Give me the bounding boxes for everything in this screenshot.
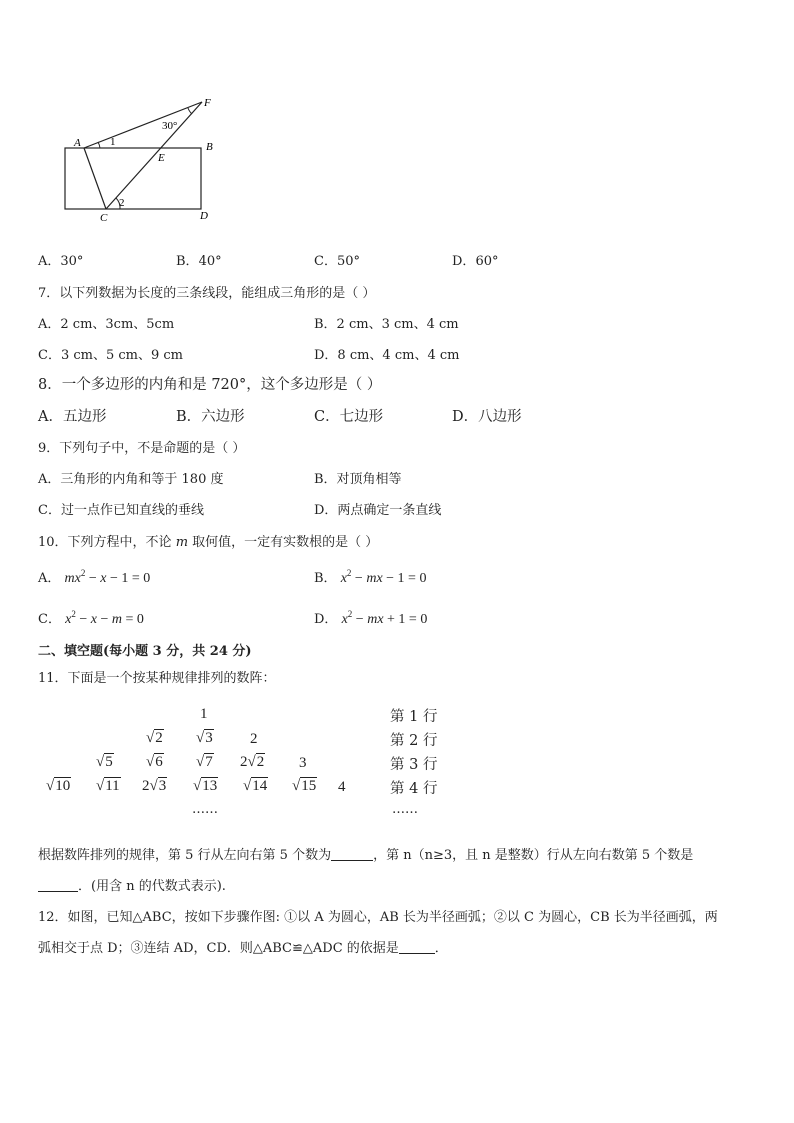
- q7-option-c[interactable]: C．3 cm、5 cm、9 cm: [38, 348, 183, 363]
- array-r3-c2: √6: [146, 754, 163, 770]
- q10-stem: 10．下列方程中，不论 m 取何值，一定有实数根的是（ ）: [38, 535, 379, 550]
- q9-option-d[interactable]: D．两点确定一条直线: [314, 503, 442, 518]
- q10-option-b[interactable]: B． $x^2$ − mx − 1 = 0: [314, 568, 427, 586]
- segment-af: [84, 102, 202, 148]
- geometry-figure: [40, 88, 240, 228]
- row-label-2: 第 2 行: [390, 733, 438, 749]
- array-r4-c1: √10: [46, 778, 71, 794]
- array-r1-c1: 1: [200, 706, 208, 722]
- array-r3-c3: √7: [196, 754, 213, 770]
- label-c: C: [100, 212, 108, 224]
- array-r2-c1: √2: [146, 730, 163, 746]
- array-r4-c4: √13: [193, 778, 218, 794]
- q10-option-c[interactable]: C． $x^2 - x - m = 0$: [38, 609, 144, 627]
- q6-option-a[interactable]: A．30°: [38, 254, 84, 269]
- q6-option-d[interactable]: D．60°: [452, 254, 499, 269]
- q11-text-line2: ．(用含 n 的代数式表示).: [38, 875, 226, 894]
- q7-option-b[interactable]: B．2 cm、3 cm、4 cm: [314, 317, 459, 332]
- label-b: B: [206, 141, 213, 153]
- q7-stem: 7．以下列数据为长度的三条线段，能组成三角形的是（ ）: [38, 286, 376, 301]
- equation-d: $x^2$ − mx + 1 = 0: [341, 609, 428, 627]
- row-label-3: 第 3 行: [390, 757, 438, 773]
- q8-option-b[interactable]: B．六边形: [176, 409, 245, 425]
- row-label-ellipsis: ……: [392, 802, 418, 817]
- angle-f-arc: [188, 108, 192, 114]
- equation-b: $x^2$ − mx − 1 = 0: [340, 568, 427, 586]
- answer-blank-3[interactable]: [399, 940, 435, 954]
- label-angle-2: 2: [119, 197, 125, 209]
- q6-option-c[interactable]: C．50°: [314, 254, 360, 269]
- row-label-1: 第 1 行: [390, 709, 438, 725]
- answer-blank-1[interactable]: [331, 847, 373, 861]
- q9-option-a[interactable]: A．三角形的内角和等于 180 度: [38, 472, 224, 487]
- q12-line2: 弧相交于点 D；③连结 AD，CD．则△ABC≌△ADC 的依据是 ．: [38, 941, 448, 956]
- equation-a: $mx^2 - x - 1 = 0$: [64, 568, 151, 586]
- array-ellipsis: ……: [192, 802, 218, 817]
- array-r3-c4: 2√2: [240, 754, 265, 770]
- label-d: D: [200, 210, 208, 222]
- q8-option-a[interactable]: A．五边形: [38, 409, 107, 425]
- q6-option-b[interactable]: B．40°: [176, 254, 222, 269]
- q9-option-c[interactable]: C．过一点作已知直线的垂线: [38, 503, 204, 518]
- q11-text-line1: 根据数阵排列的规律，第 5 行从左向右第 5 个数为 ，第 n（n≥3，且 n 是整数）行从左向右数第 5 个数是: [38, 848, 694, 863]
- label-a: A: [74, 137, 81, 149]
- section-2-title: 二、填空题(每小题 3 分，共 24 分): [38, 644, 252, 659]
- label-e: E: [158, 152, 165, 164]
- angle-1-arc: [98, 142, 100, 148]
- array-r3-c1: √5: [96, 754, 113, 770]
- array-r2-c2: √3: [196, 730, 213, 746]
- q10-option-a[interactable]: A． $mx^2 - x - 1 = 0$: [38, 568, 151, 586]
- array-r3-c5: 3: [299, 755, 307, 771]
- q8-stem: 8．一个多边形的内角和是 720°，这个多边形是（ ）: [38, 377, 382, 393]
- q12-line1: 12．如图，已知△ABC，按如下步骤作图: ①以 A 为圆心，AB 长为半径画弧；②以 C 为圆心，CB 长为半径画弧，两: [38, 910, 718, 925]
- q7-option-a[interactable]: A．2 cm、3cm、5cm: [38, 317, 175, 332]
- array-r4-c3: 2√3: [142, 778, 167, 794]
- equation-c: $x^2 - x - m = 0$: [65, 609, 144, 627]
- array-r4-c6: √15: [292, 778, 317, 794]
- array-r2-c3: 2: [250, 731, 258, 747]
- q9-stem: 9．下列句子中，不是命题的是（ ）: [38, 441, 246, 456]
- label-angle-1: 1: [110, 136, 116, 148]
- row-label-4: 第 4 行: [390, 781, 438, 797]
- q10-option-d[interactable]: D． $x^2$ − mx + 1 = 0: [314, 609, 428, 627]
- q9-option-b[interactable]: B．对顶角相等: [314, 472, 402, 487]
- label-f: F: [204, 97, 211, 109]
- array-r4-c5: √14: [243, 778, 268, 794]
- q8-option-c[interactable]: C．七边形: [314, 409, 384, 425]
- q7-option-d[interactable]: D．8 cm、4 cm、4 cm: [314, 348, 460, 363]
- array-r4-c7: 4: [338, 779, 346, 795]
- array-r4-c2: √11: [96, 778, 120, 794]
- answer-blank-2[interactable]: [38, 878, 78, 892]
- segment-ac: [84, 148, 106, 209]
- q8-option-d[interactable]: D．八边形: [452, 409, 522, 425]
- q11-stem: 11．下面是一个按某种规律排列的数阵：: [38, 671, 276, 686]
- segment-cf: [106, 102, 202, 209]
- label-angle-30: 30°: [162, 120, 178, 132]
